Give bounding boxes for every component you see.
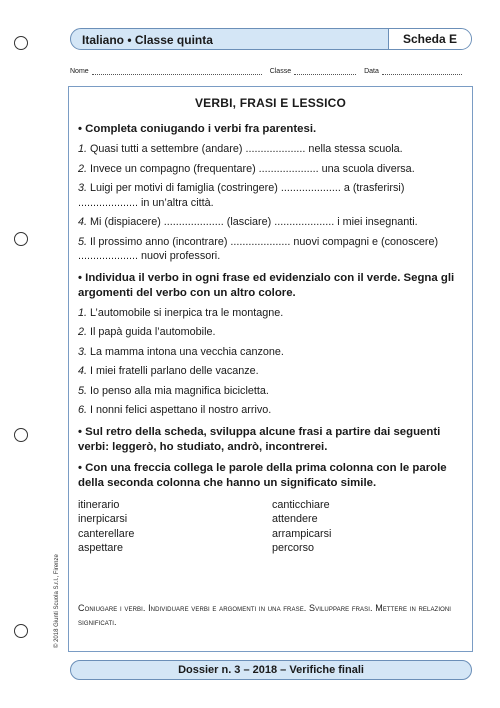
binder-hole: [14, 232, 28, 246]
exercise-3-instruction: • Sul retro della scheda, sviluppa alcune frasi a partire dai seguenti verbi: leggerò, ho studiato, andrò, incontrerei.: [78, 425, 441, 453]
right-word: canticchiare: [272, 498, 330, 511]
class-label: Classe: [269, 68, 292, 75]
word-columns: [78, 498, 462, 556]
right-word: percorso: [272, 542, 315, 554]
exercise-1-item: 4. Mi (dispiacere) .................... (lasciare) .................... i miei insegnanti.: [78, 216, 418, 228]
exercise-2-item: 3. La mamma intona una vecchia canzone.: [78, 345, 284, 358]
student-fields: [70, 68, 472, 75]
left-word: canterellare: [78, 527, 135, 540]
class-field[interactable]: [294, 69, 356, 75]
left-word: aspettare: [78, 542, 124, 554]
binder-hole: [14, 428, 28, 442]
exercise-2-item: 2. Il papà guida l’automobile.: [78, 326, 216, 338]
exercise-1-item: 3. Luigi per motivi di famiglia (costringere) .................... a (trasferirsi) .................... in un’altra città.: [78, 182, 405, 209]
exercise-1-item: 5. Il prossimo anno (incontrare) .................... nuovi compagni e (conoscere) .................... nuovi professori.: [78, 235, 439, 262]
left-word: itinerario: [78, 498, 120, 511]
exercise-1-item: 1. Quasi tutti a settembre (andare) .................... nella stessa scuola.: [78, 143, 403, 155]
date-field[interactable]: [382, 69, 462, 75]
name-label: Nome: [70, 68, 89, 75]
exercise-2-item: 1. L’automobile si inerpica tra le montagne.: [78, 306, 284, 319]
date-label: Data: [364, 68, 379, 75]
header-title: Italiano • Classe quinta: [82, 33, 213, 47]
scheda-tab: Scheda E: [388, 29, 471, 49]
binder-hole: [14, 624, 28, 638]
exercise-2-item: 5. Io penso alla mia magnifica bicicletta.: [78, 384, 269, 397]
right-word: arrampicarsi: [272, 527, 332, 540]
binder-hole: [14, 36, 28, 50]
left-word: inerpicarsi: [78, 513, 128, 525]
right-word: attendere: [272, 513, 318, 525]
worksheet-title: VERBI, FRASI E LESSICO: [194, 96, 347, 110]
learning-objectives: Coniugare i verbi. Individuare verbi e argomenti in una frase. Sviluppare frasi. Mettere in relazioni significati.: [78, 603, 452, 627]
exercise-2-item: 6. I nonni felici aspettano il nostro arrivo.: [78, 404, 272, 416]
exercise-4-instruction: • Con una freccia collega le parole della prima colonna con le parole della seconda colonna che hanno un significato simile.: [78, 461, 447, 489]
exercise-1-item: 2. Invece un compagno (frequentare) .................... una scuola diversa.: [78, 162, 415, 175]
worksheet-content: [78, 118, 462, 556]
exercise-1-instruction: • Completa coniugando i verbi fra parentesi.: [78, 123, 317, 135]
exercise-2-instruction: • Individua il verbo in ogni frase ed evidenzialo con il verde. Segna gli argomenti del verbo con un altro colore.: [78, 271, 455, 299]
name-field[interactable]: [92, 69, 262, 75]
copyright-notice: © 2018 Giunti Scuola S.r.l., Firenze: [54, 554, 60, 648]
footer-bar: Dossier n. 3 – 2018 – Verifiche finali: [70, 660, 472, 680]
exercise-2-item: 4. I miei fratelli parlano delle vacanze.: [78, 365, 259, 377]
